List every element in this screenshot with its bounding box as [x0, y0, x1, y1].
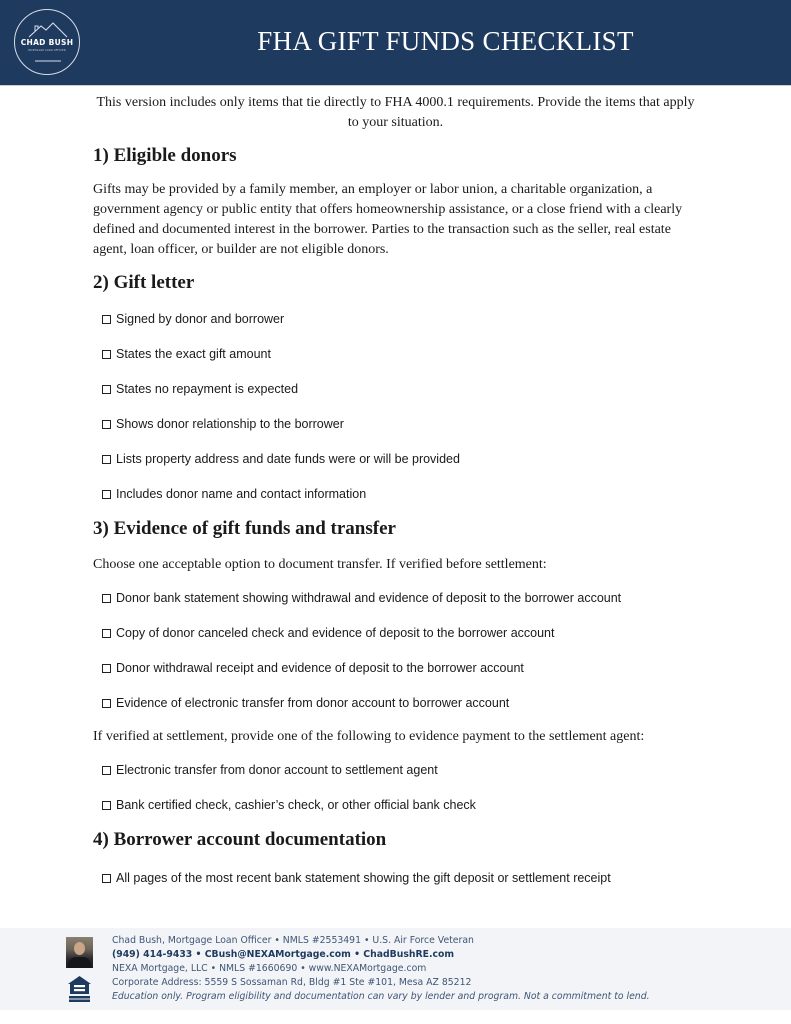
checklist-item[interactable]: Signed by donor and borrower: [102, 311, 284, 327]
logo-subtitle: MORTGAGE LOAN OFFICER: [28, 49, 66, 52]
checkbox[interactable]: [102, 629, 111, 638]
before-settlement-instructions: Choose one acceptable option to document transfer. If verified before settlement:: [93, 557, 547, 572]
checklist-item[interactable]: Lists property address and date funds were or will be provided: [102, 451, 460, 467]
checkbox[interactable]: [102, 594, 111, 603]
footer-address: Corporate Address: 5559 S Sossaman Rd, Bldg #1 Ste #101, Mesa AZ 85212: [112, 977, 472, 988]
checklist-item[interactable]: Bank certified check, cashier’s check, or other official bank check: [102, 797, 476, 813]
page-header: [0, 0, 791, 86]
checkbox[interactable]: [102, 315, 111, 324]
checkbox[interactable]: [102, 420, 111, 429]
checkbox[interactable]: [102, 874, 111, 883]
checkbox[interactable]: [102, 766, 111, 775]
checkbox[interactable]: [102, 699, 111, 708]
chad-bush-logo: [14, 9, 80, 75]
eligible-donors-text: Gifts may be provided by a family member, an employer or labor union, a charitable organization, a government agency or public entity that offers homeownership assistance, or a close friend with a clearly defined and documented interest in the borrower. Parties to the transaction such as the seller, real estate agent, loan officer, or builder are not eligible donors.: [93, 182, 683, 257]
checkbox[interactable]: [102, 664, 111, 673]
equal-housing-lender-icon: [66, 975, 93, 1003]
page-title: FHA GIFT FUNDS CHECKLIST: [257, 26, 634, 56]
checklist-item[interactable]: All pages of the most recent bank statement showing the gift deposit or settlement receipt: [102, 870, 611, 886]
section-heading-borrower-account: 4) Borrower account documentation: [93, 829, 387, 850]
footer-agent-info: Chad Bush, Mortgage Loan Officer • NMLS #2553491 • U.S. Air Force Veteran: [112, 935, 474, 946]
checklist-item[interactable]: Evidence of electronic transfer from donor account to borrower account: [102, 695, 509, 711]
checklist-item[interactable]: Includes donor name and contact information: [102, 486, 366, 502]
checkbox[interactable]: [102, 490, 111, 499]
section-heading-evidence-of-transfer: 3) Evidence of gift funds and transfer: [93, 518, 396, 539]
at-settlement-instructions: If verified at settlement, provide one of the following to evidence payment to the settlement agent:: [93, 729, 645, 744]
checklist-item[interactable]: Shows donor relationship to the borrower: [102, 416, 344, 432]
section-heading-gift-letter: 2) Gift letter: [93, 272, 195, 293]
checklist-item[interactable]: States no repayment is expected: [102, 381, 298, 397]
checkbox[interactable]: [102, 801, 111, 810]
checkbox[interactable]: [102, 385, 111, 394]
logo-name: CHAD BUSH: [20, 38, 74, 47]
checklist-item[interactable]: States the exact gift amount: [102, 346, 271, 362]
checklist-item[interactable]: Donor bank statement showing withdrawal and evidence of deposit to the borrower account: [102, 590, 621, 606]
footer-contact-links[interactable]: (949) 414-9433 • CBush@NEXAMortgage.com • ChadBushRE.com: [112, 949, 455, 960]
checklist-item[interactable]: Donor withdrawal receipt and evidence of deposit to the borrower account: [102, 660, 524, 676]
footer-disclaimer: Education only. Program eligibility and documentation can vary by lender and program. Not a commitment to lend.: [112, 991, 650, 1002]
checklist-item[interactable]: Electronic transfer from donor account to settlement agent: [102, 762, 438, 778]
intro-text: This version includes only items that tie directly to FHA 4000.1 requirements. Provide the items that apply to your situation.: [96, 95, 695, 130]
footer-company-info: NEXA Mortgage, LLC • NMLS #1660690 • www.NEXAMortgage.com: [112, 963, 427, 974]
checklist-item[interactable]: Copy of donor canceled check and evidence of deposit to the borrower account: [102, 625, 554, 641]
agent-photo: [66, 937, 93, 968]
checkbox[interactable]: [102, 350, 111, 359]
checkbox[interactable]: [102, 455, 111, 464]
section-heading-eligible-donors: 1) Eligible donors: [93, 145, 237, 166]
